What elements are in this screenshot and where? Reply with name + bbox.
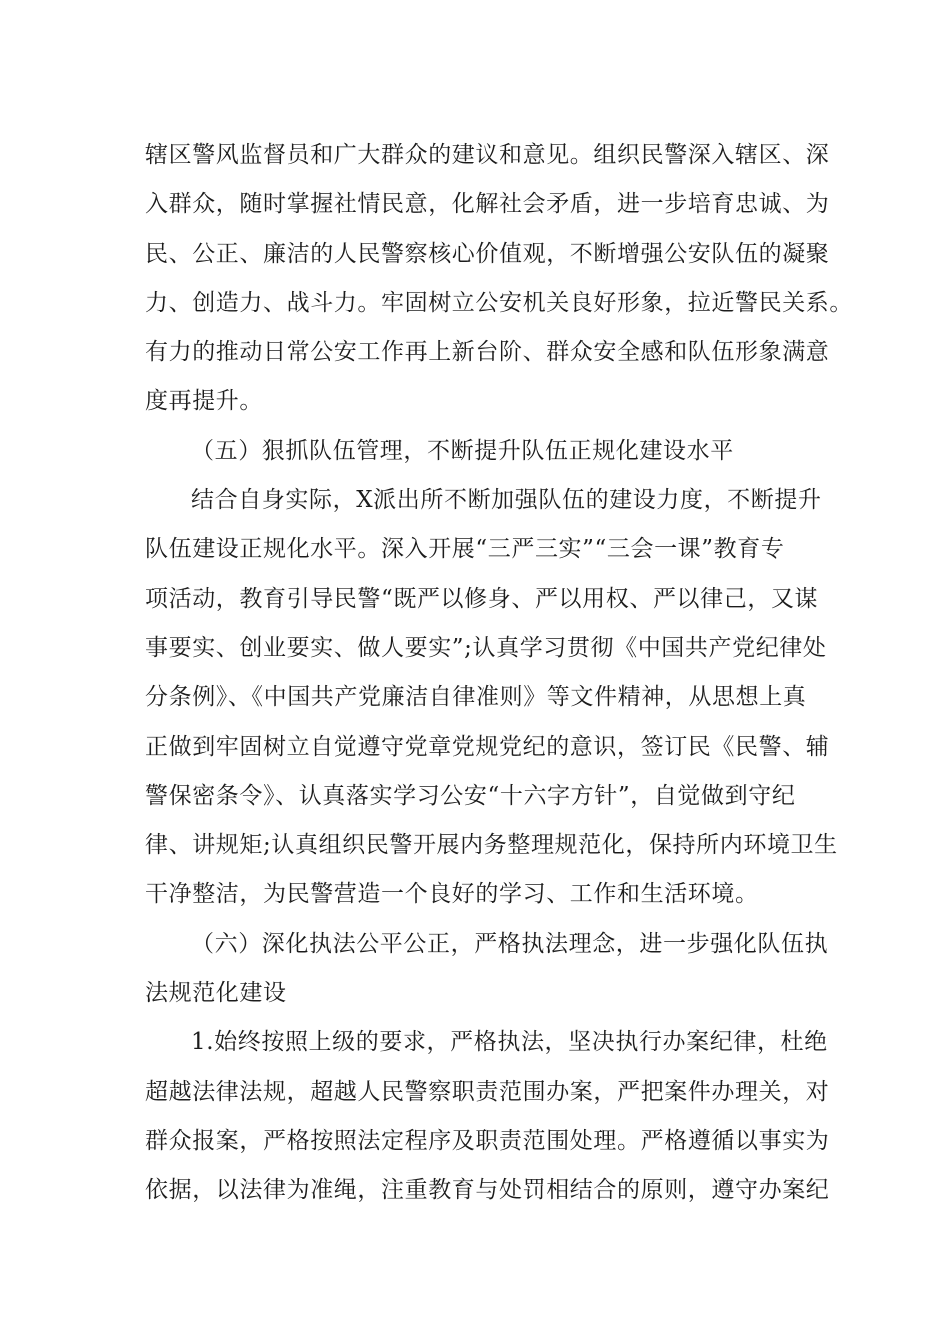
body-line: 度再提升。	[145, 388, 263, 415]
body-line: 群众报案，严格按照法定程序及职责范围处理。严格遵循以事实为	[145, 1127, 830, 1154]
body-line: 力、创造力、战斗力。牢固树立公安机关良好形象，拉近警民关系。	[145, 289, 853, 316]
body-line: 正做到牢固树立自觉遵守党章党规党纪的意识，签订民《民警、辅	[145, 733, 830, 760]
section-heading-6-continued: 法规范化建设	[145, 980, 287, 1007]
body-line: 依据，以法律为准绳，注重教育与处罚相结合的原则，遵守办案纪	[145, 1177, 830, 1204]
body-line: 超越法律法规，超越人民警察职责范围办案，严把案件办理关，对	[145, 1078, 830, 1105]
body-line: 律、讲规矩;认真组织民警开展内务整理规范化，保持所内环境卫生	[145, 832, 838, 859]
body-line: 队伍建设正规化水平。深入开展“三严三实”“三会一课”教育专	[145, 536, 785, 563]
section-heading-6: （六）深化执法公平公正，严格执法理念，进一步强化队伍执	[191, 930, 829, 957]
body-line: 结合自身实际，X派出所不断加强队伍的建设力度，不断提升	[191, 487, 822, 514]
body-line: 事要实、创业要实、做人要实”;认真学习贯彻《中国共产党纪律处	[145, 634, 827, 661]
numbered-item-1: 1.始终按照上级的要求，严格执法，坚决执行办案纪律，杜绝	[191, 1029, 828, 1056]
body-line: 警保密条令》、认真落实学习公安“十六字方针”，自觉做到守纪	[145, 782, 796, 809]
document-body	[145, 131, 853, 1216]
body-line: 干净整洁，为民警营造一个良好的学习、工作和生活环境。	[145, 881, 759, 908]
body-line: 民、公正、廉洁的人民警察核心价值观，不断增强公安队伍的凝聚	[145, 240, 830, 267]
body-line: 分条例》、《中国共产党廉洁自律准则》等文件精神，从思想上真	[145, 684, 807, 711]
body-line: 辖区警风监督员和广大群众的建议和意见。组织民警深入辖区、深	[145, 142, 830, 168]
body-line: 项活动，教育引导民警“既严以修身、严以用权、严以律己，又谋	[145, 585, 819, 612]
section-heading-5: （五）狠抓队伍管理，不断提升队伍正规化建设水平	[191, 437, 734, 464]
body-line: 有力的推动日常公安工作再上新台阶、群众安全感和队伍形象满意	[145, 339, 830, 366]
body-line: 入群众，随时掌握社情民意，化解社会矛盾，进一步培育忠诚、为	[145, 191, 830, 218]
